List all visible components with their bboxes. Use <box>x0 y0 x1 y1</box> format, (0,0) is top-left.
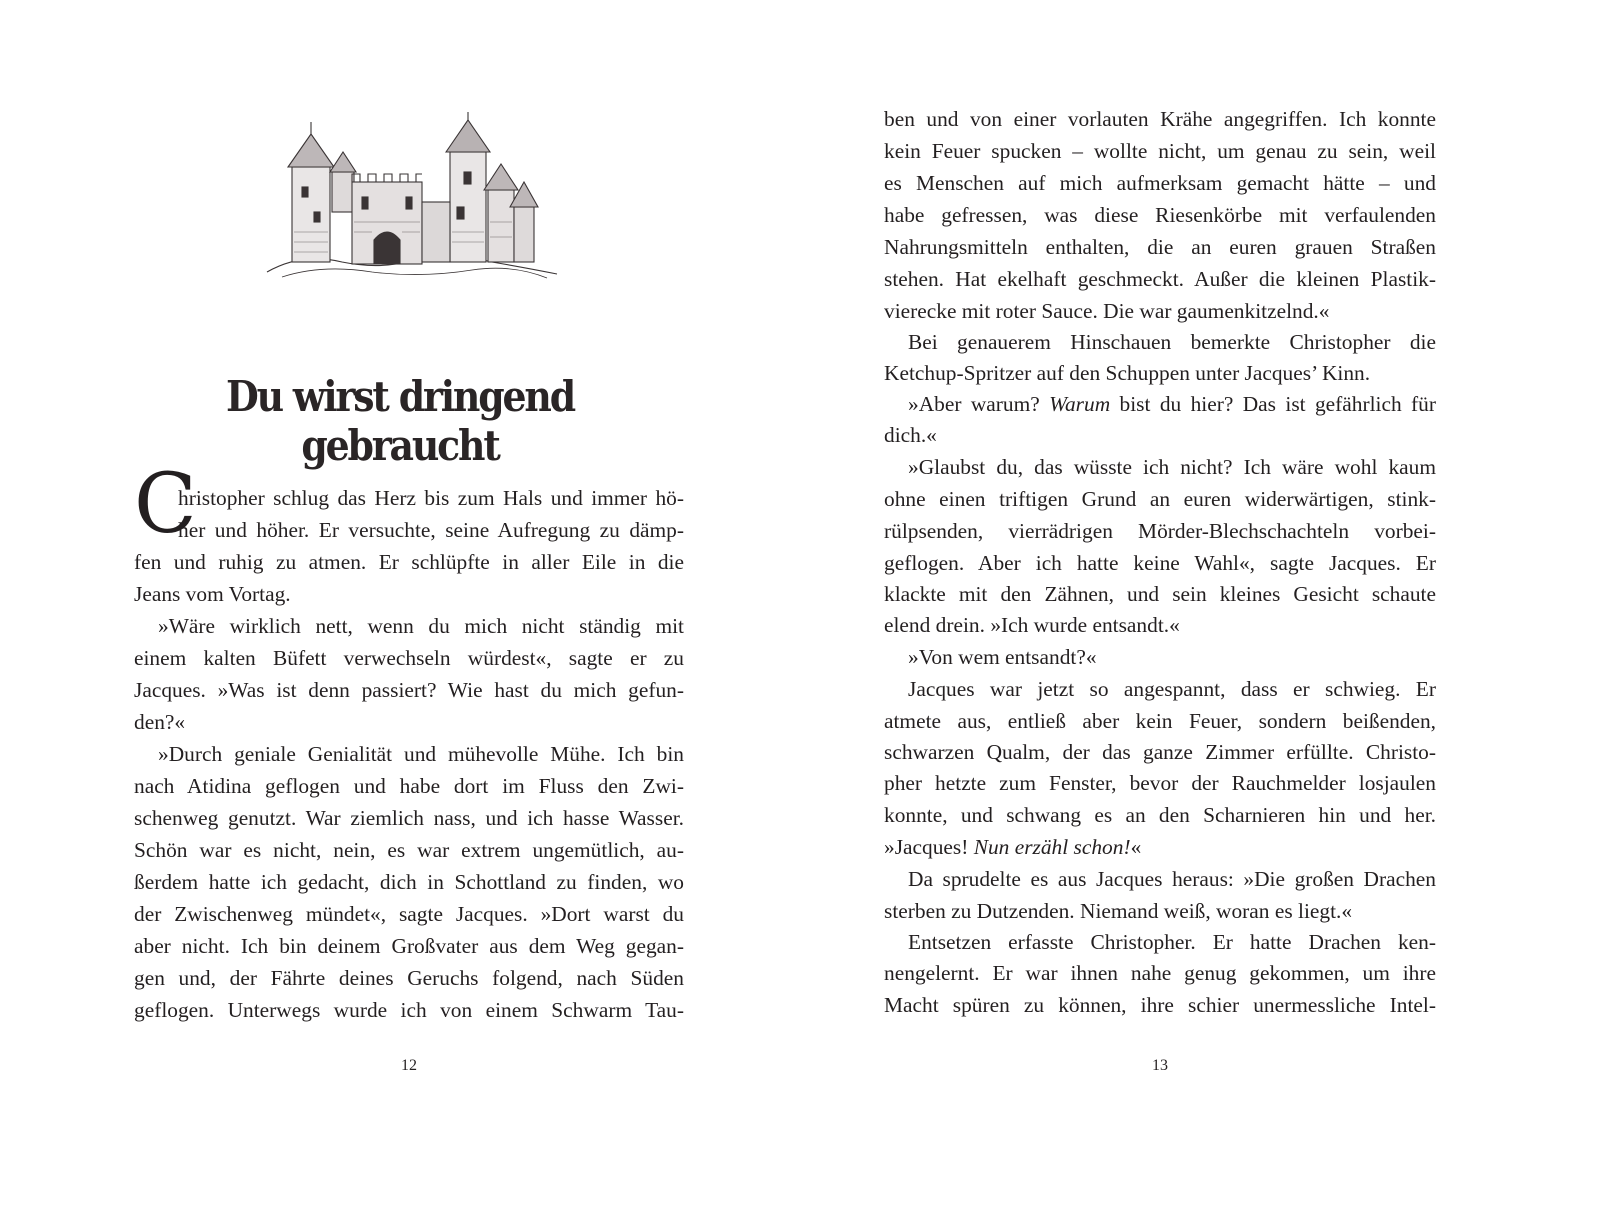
text-line: »Jacques! Nun erzähl schon!« <box>884 835 1142 859</box>
text-line: stehen. Hat ekelhaft geschmeckt. Außer die kleinen Plastik- <box>884 267 1436 291</box>
text-line: ben und von einer vorlauten Krähe angegriffen. Ich konnte <box>884 107 1436 131</box>
text-line: schwarzen Qualm, der das ganze Zimmer erfüllte. Christo- <box>884 740 1436 764</box>
text-line: dich.« <box>884 423 937 447</box>
text-line: Schön war es nicht, nein, es war extrem ungemütlich, au- <box>134 838 684 862</box>
text-line: Entsetzen erfasste Christopher. Er hatte Drachen ken- <box>908 930 1436 954</box>
text-line: sterben zu Dutzenden. Niemand weiß, woran es liegt.« <box>884 899 1353 923</box>
text-line: »Wäre wirklich nett, wenn du mich nicht ständig mit <box>158 614 684 638</box>
text-line: geflogen. Aber ich hatte keine Wahl«, sagte Jacques. Er <box>884 551 1436 575</box>
text-line: den?« <box>134 710 186 734</box>
text-line: »Von wem entsandt?« <box>908 645 1097 669</box>
text-line: konnte, und schwang es an den Scharnieren hin und her. <box>884 803 1436 827</box>
text-line: »Aber warum? Warum bist du hier? Das ist gefährlich für <box>908 392 1436 416</box>
text-line: kein Feuer spucken – wollte nicht, um genau zu sein, weil <box>884 139 1436 163</box>
text-line: her und höher. Er versuchte, seine Aufregung zu dämp- <box>178 518 684 542</box>
text-line: vierecke mit roter Sauce. Die war gaumenkitzelnd.« <box>884 299 1330 323</box>
text-line: fen und ruhig zu atmen. Er schlüpfte in aller Eile in die <box>134 550 684 574</box>
text-line: habe gefressen, was diese Riesenkörbe mit verfaulenden <box>884 203 1436 227</box>
text-line: gen und, der Fährte deines Geruchs folgend, nach Süden <box>134 966 684 990</box>
text-line: es Menschen auf mich aufmerksam gemacht hätte – und <box>884 171 1436 195</box>
text-line: ohne einen triftigen Grund an euren widerwärtigen, stink- <box>884 487 1436 511</box>
text-line: pher hetzte zum Fenster, bevor der Rauchmelder losjaulen <box>884 771 1436 795</box>
text-line: schenweg genutzt. War ziemlich nass, und ich hasse Wasser. <box>134 806 684 830</box>
text-line: Ketchup-Spritzer auf den Schuppen unter Jacques’ Kinn. <box>884 361 1371 385</box>
text-line: Nahrungsmitteln enthalten, die an euren grauen Straßen <box>884 235 1436 259</box>
emphasis: Nun erzähl schon! <box>973 835 1131 859</box>
text-line: »Glaubst du, das wüsste ich nicht? Ich wäre wohl kaum <box>908 455 1436 479</box>
text-line: ßerdem hatte ich gedacht, dich in Schottland zu finden, wo <box>134 870 684 894</box>
chapter-title: Du wirst dringend gebraucht <box>225 372 574 470</box>
text-line: Bei genauerem Hinschauen bemerkte Christopher die <box>908 330 1436 354</box>
text-line: Jeans vom Vortag. <box>134 582 291 606</box>
page-number-left: 12 <box>401 1057 417 1074</box>
text-line: Jacques. »Was ist denn passiert? Wie hast du mich gefun- <box>134 678 684 702</box>
text-line: der Zwischenweg mündet«, sagte Jacques. »Dort warst du <box>134 902 684 926</box>
text-line: geflogen. Unterwegs wurde ich von einem Schwarm Tau- <box>134 998 684 1022</box>
text-line: atmete aus, entließ aber kein Feuer, sondern beißenden, <box>884 709 1436 733</box>
text-line: nengelernt. Er war ihnen nahe genug gekommen, um ihre <box>884 961 1436 985</box>
page-number-right: 13 <box>1152 1057 1168 1074</box>
text-line: Macht spüren zu können, ihre schier unermessliche Intel- <box>884 993 1436 1017</box>
text-line: einem kalten Büfett verwechseln würdest«, sagte er zu <box>134 646 684 670</box>
castle-illustration <box>262 112 562 292</box>
emphasis: Warum <box>1049 392 1111 416</box>
text-line: aber nicht. Ich bin deinem Großvater aus dem Weg gegan- <box>134 934 684 958</box>
text-line: »Durch geniale Genialität und mühevolle Mühe. Ich bin <box>158 742 684 766</box>
text-line: klackte mit den Zähnen, und sein kleines Gesicht schaute <box>884 582 1436 606</box>
text-line: hristopher schlug das Herz bis zum Hals und immer hö- <box>178 486 684 510</box>
text-line: Jacques war jetzt so angespannt, dass er schwieg. Er <box>908 677 1436 701</box>
text-line: elend drein. »Ich wurde entsandt.« <box>884 613 1180 637</box>
text-line: rülpsenden, vierrädrigen Mörder-Blechschachteln vorbei- <box>884 519 1436 543</box>
drop-cap: C <box>134 457 197 552</box>
text-line: nach Atidina geflogen und habe dort im Fluss den Zwi- <box>134 774 684 798</box>
text-line: Da sprudelte es aus Jacques heraus: »Die großen Drachen <box>908 867 1436 891</box>
